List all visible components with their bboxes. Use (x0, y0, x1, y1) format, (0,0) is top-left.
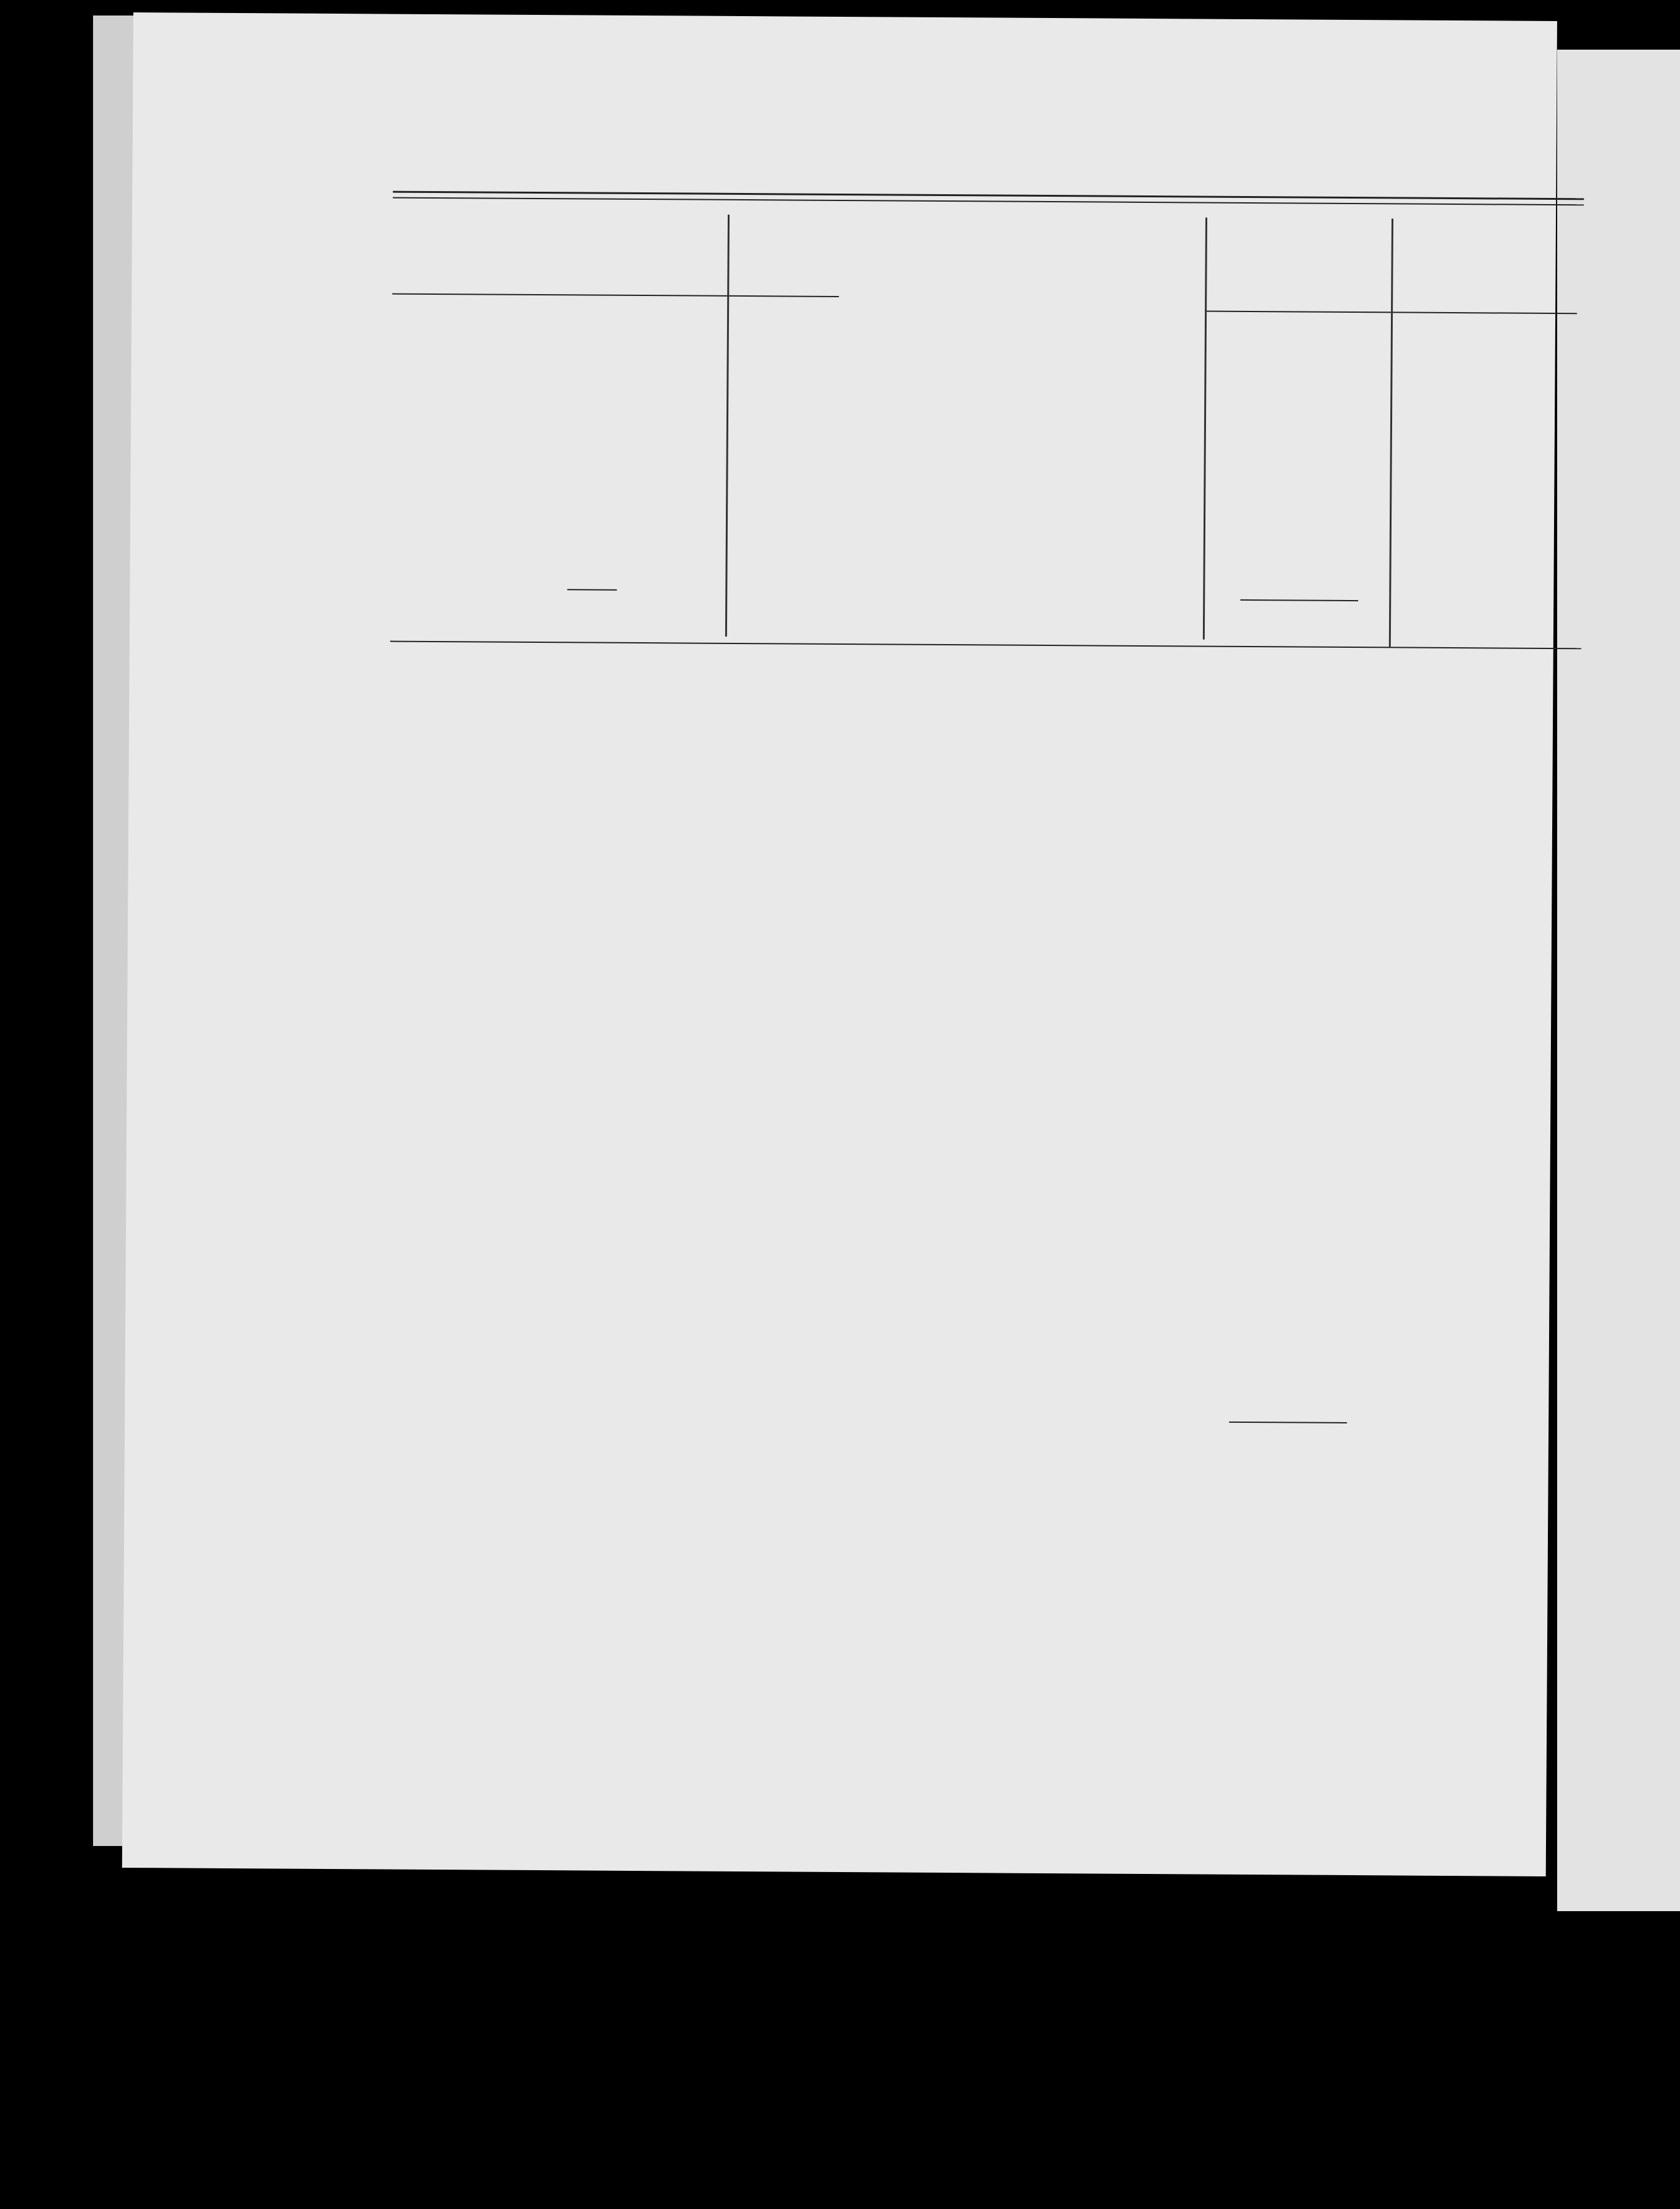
body-text-2 (353, 1484, 1580, 1492)
col-divider-3 (1389, 218, 1393, 647)
table-bottom-rule (390, 641, 1581, 650)
side-note-right (1401, 318, 1403, 616)
price-sum-rule (1240, 599, 1358, 601)
weight-header-rule (392, 293, 839, 297)
paragraph (353, 1484, 1580, 1492)
body-text-1 (357, 709, 1584, 716)
col-divider-1 (725, 215, 730, 637)
paragraph (357, 709, 1584, 716)
book-page (122, 12, 1557, 1876)
side-note-left (369, 305, 370, 622)
paragraph (353, 1484, 1580, 1492)
seed-sum-rule (1229, 1422, 1347, 1423)
paragraph (357, 709, 1584, 716)
weight-sum-rule (567, 589, 617, 590)
paragraph (357, 709, 1584, 716)
col-divider-2 (1203, 218, 1207, 640)
facing-page (1557, 50, 1680, 1911)
